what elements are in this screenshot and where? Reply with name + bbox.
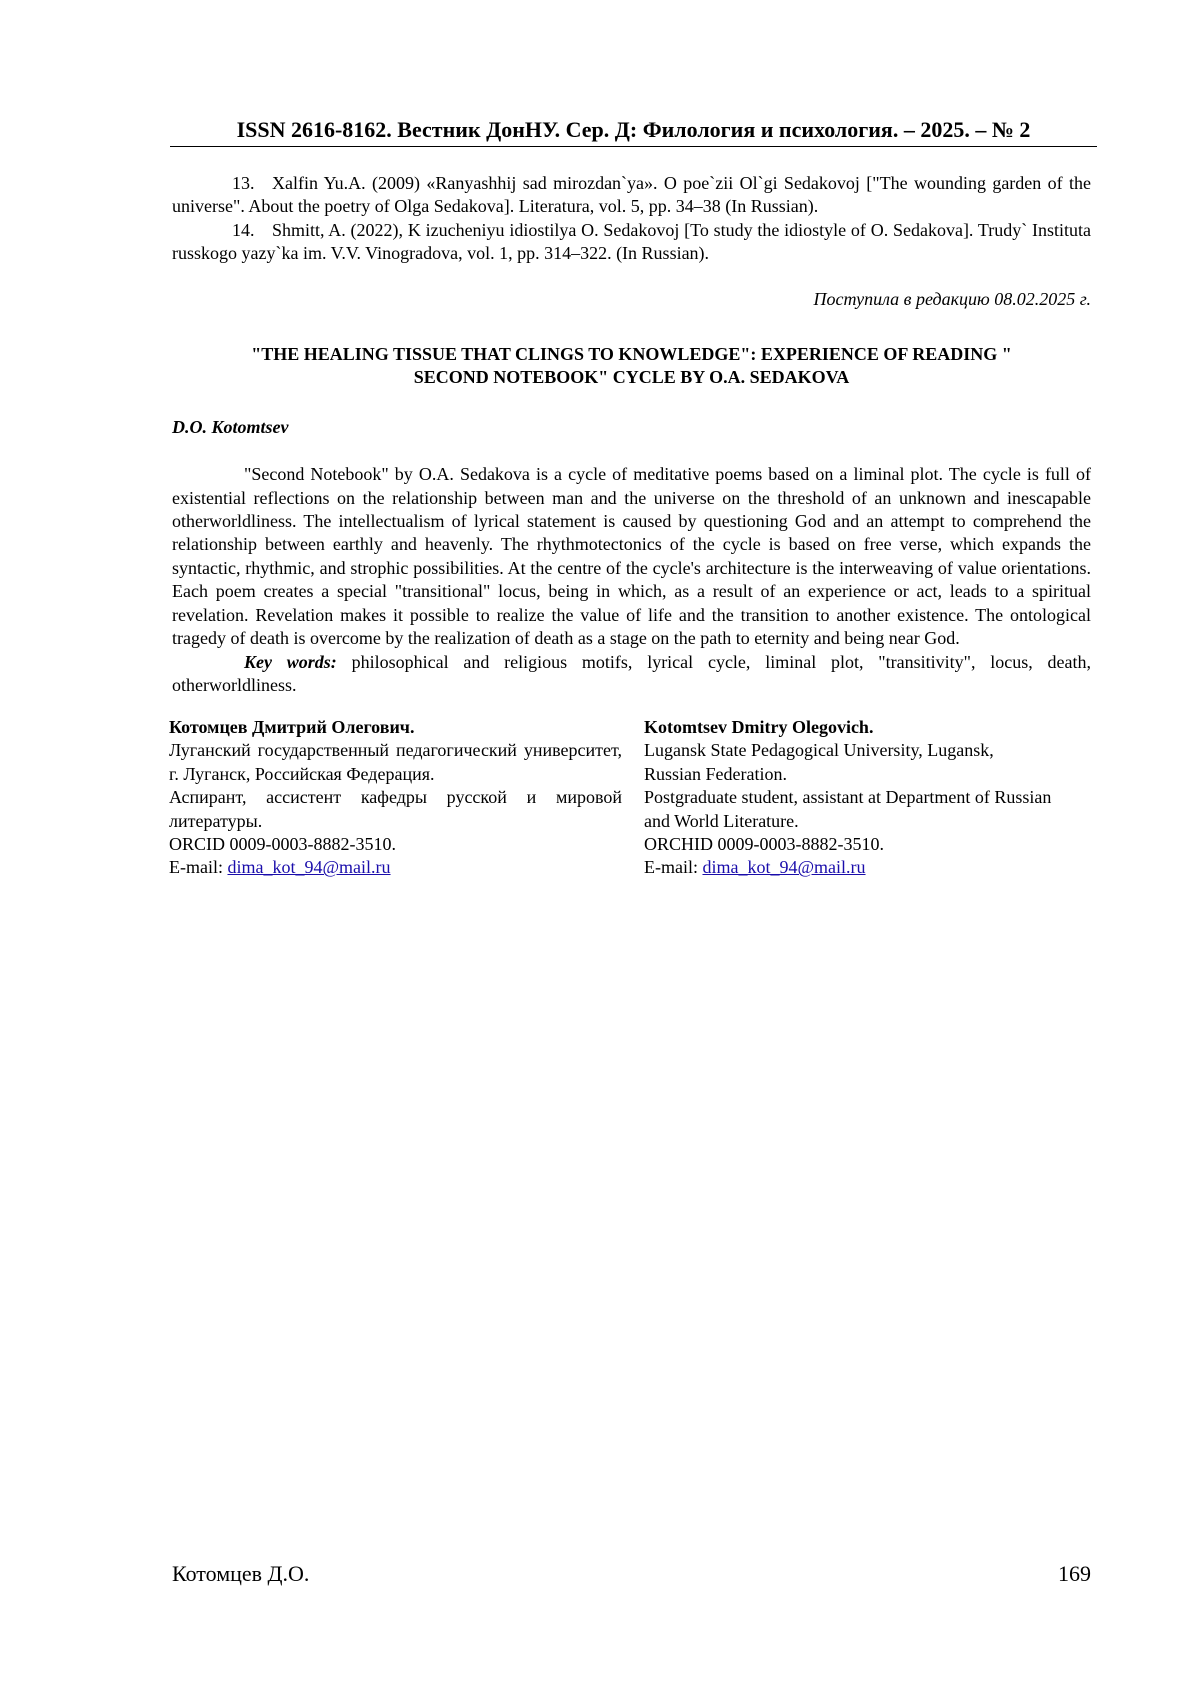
main-content [172,172,1091,697]
author-affiliation-ru: Луганский государственный педагогический университет, г. Луганск, Российская Федерация. [169,740,622,784]
author-position-ru: Аспирант, ассистент кафедры русской и мировой литературы. [169,787,622,831]
footer-author: Котомцев Д.О. [172,1561,310,1586]
author-email-ru [169,856,622,879]
author-email-en [644,856,1116,879]
article-title [172,343,1091,390]
reference-number: 14. [232,219,255,240]
keywords-text: philosophical and religious motifs, lyrical cycle, liminal plot, "transitivity", locus, death, otherworldliness. [172,651,1092,695]
author-orcid-en: ORCHID 0009-0003-8882-3510. [644,834,884,855]
author-name-en: Kotomtsev Dmitry Olegovich. [644,717,874,737]
email-link-en[interactable]: dima_kot_94@mail.ru [702,857,866,878]
author-name-ru: Котомцев Дмитрий Олегович. [169,717,415,737]
author-position-en-line-2: and World Literature. [644,810,799,831]
author-affiliation-en-line-2: Russian Federation. [644,763,787,784]
reference-number: 13. [232,173,255,193]
email-label: E-mail: [169,857,223,878]
reference-text: Shmitt, A. (2022), K izucheniyu idiostilya O. Sedakovoj [To study the idiostyle of O. Sedakova]. Trudy` Instituta russkogo yazy`ka im. V.V. Vinogradova, vol. 1, pp. 314–322. (In Russian). [172,219,1091,264]
journal-running-header: ISSN 2616-8162. Вестник ДонНУ. Сер. Д: Филология и психология. – 2025. – № 2 [170,116,1097,147]
author-position-en-line-1: Postgraduate student, assistant at Department of Russian [644,787,1052,808]
page-number: 169 [1058,1561,1091,1586]
reference-item-14 [172,219,1091,266]
author-info [169,716,1119,880]
author-info-english [644,716,1116,880]
abstract: "Second Notebook" by O.A. Sedakova is a cycle of meditative poems based on a liminal plot. The cycle is full of existential reflections on the relationship between man and the universe on the threshold of an unknown and inescapable otherworldliness. The intellectualism of lyrical statement is caused by questioning God and an attempt to comprehend the relationship between earthly and heavenly. The rhythmotectonics of the cycle is based on free verse, which expands the syntactic, rhythmic, and strophic possibilities. At the centre of the cycle's architecture is the interweaving of value orientations. Each poem creates a special "transitional" locus, being in which, as a result of an experience or act, leads to a spiritual revelation. Revelation makes it possible to realize the value of life and the transition to another existence. The ontological tragedy of death is overcome by the realization of death as a stage on the path to eternity and being near God. [172,464,1091,649]
article-title-line-2: SECOND NOTEBOOK" CYCLE BY O.A. SEDAKOVA [413,367,850,388]
email-label: E-mail: [644,857,698,878]
keywords [172,651,1091,698]
email-link-ru[interactable]: dima_kot_94@mail.ru [227,857,391,878]
received-date: Поступила в редакцию 08.02.2025 г. [813,288,1091,309]
author-affiliation-en-line-1: Lugansk State Pedagogical University, Lugansk, [644,740,994,761]
keywords-label: Key words: [244,651,337,672]
article-author: D.O. Kotomtsev [172,416,289,437]
reference-text: Xalfin Yu.A. (2009) «Ranyashhij sad mirozdan`ya». O poe`zii Ol`gi Sedakovoj ["The wounding garden of the universe". About the poetry of Olga Sedakova]. Literatura, vol. 5, pp. 34–38 (In Russian). [172,173,1091,217]
author-orcid-ru: ORCID 0009-0003-8882-3510. [169,834,396,855]
author-info-russian [169,716,622,880]
reference-item-13 [172,172,1091,219]
article-title-line-1: "THE HEALING TISSUE THAT CLINGS TO KNOWLEDGE": EXPERIENCE OF READING " [251,344,1012,365]
